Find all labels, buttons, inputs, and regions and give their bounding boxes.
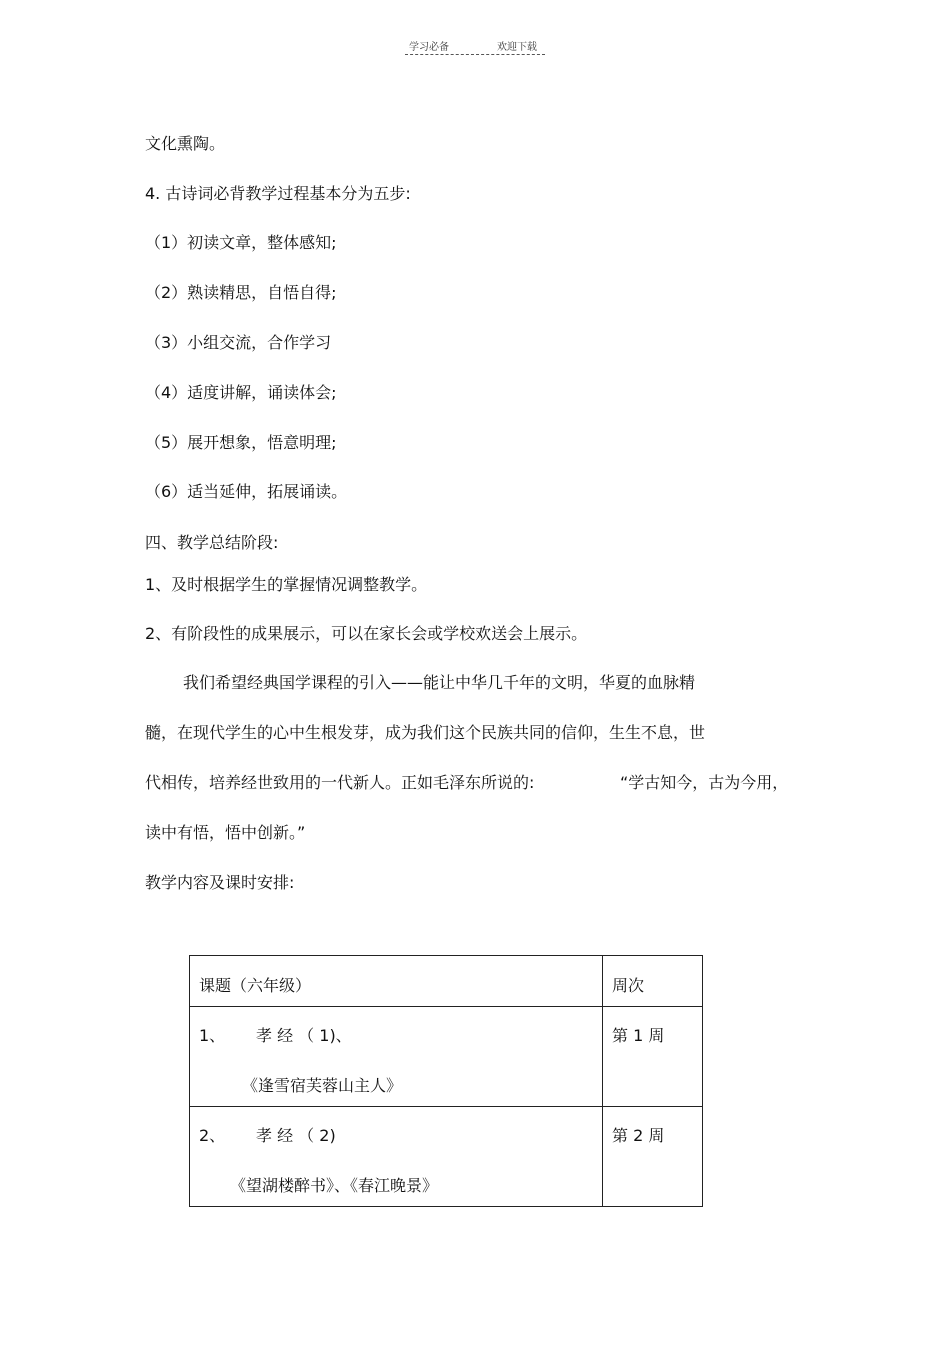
row-number: 2、: [199, 1126, 226, 1145]
body-line: 2、有阶段性的成果展示，可以在家长会或学校欢送会上展示。: [145, 624, 588, 643]
paragraph-line: 代相传，培养经世致用的一代新人。正如毛泽东所说的:: [145, 773, 535, 792]
section-heading: 四、教学总结阶段:: [145, 533, 279, 552]
step-item: （2）熟读精思，自悟自得;: [145, 283, 337, 302]
lesson-cell: [190, 1007, 603, 1107]
header-cell-lesson: [190, 956, 603, 1007]
lesson-title: 孝 经 （ 2): [256, 1126, 336, 1145]
week-cell: [603, 1007, 703, 1107]
body-line: 1、及时根据学生的掌握情况调整教学。: [145, 575, 428, 594]
step-item: （4）适度讲解，诵读体会;: [145, 383, 337, 402]
lesson-cell: [190, 1107, 603, 1207]
header-cell-week: [603, 956, 703, 1007]
row-number: 1、: [199, 1026, 226, 1045]
body-line: 文化熏陶。: [145, 134, 226, 153]
body-line: 4. 古诗词必背教学过程基本分为五步:: [145, 184, 411, 203]
step-item: （5）展开想象，悟意明理;: [145, 433, 337, 452]
paragraph-line: 我们希望经典国学课程的引入——能让中华几千年的文明，华夏的血脉精: [183, 673, 696, 692]
paragraph-line: 髓，在现代学生的心中生根发芽，成为我们这个民族共同的信仰，生生不息，世: [145, 723, 706, 742]
table-header-row: [190, 956, 703, 1007]
header-week-label: 周次: [612, 976, 645, 995]
paragraph-line: 读中有悟，悟中创新。”: [145, 823, 306, 842]
step-item: （6）适当延伸，拓展诵读。: [145, 482, 348, 501]
week-label: 第 1 周: [612, 1026, 665, 1045]
table-row: [190, 1007, 703, 1107]
table-row: [190, 1107, 703, 1207]
page-header: [405, 38, 545, 55]
schedule-table: [189, 955, 703, 1207]
section-title: 教学内容及课时安排:: [145, 873, 295, 892]
step-item: （1）初读文章，整体感知;: [145, 233, 337, 252]
step-item: （3）小组交流，合作学习: [145, 333, 332, 352]
lesson-subtitle: 《望湖楼醉书》、《春江晚景》: [230, 1176, 439, 1195]
header-right-text: 欢迎下载: [497, 42, 537, 53]
header-left-text: 学习必备: [409, 42, 449, 53]
header-lesson-label: 课题（六年级）: [199, 976, 312, 995]
quote-text: “学古知今，古为今用，: [620, 773, 789, 792]
week-cell: [603, 1107, 703, 1207]
week-label: 第 2 周: [612, 1126, 665, 1145]
lesson-subtitle: 《逢雪宿芙蓉山主人》: [242, 1076, 403, 1095]
lesson-title: 孝 经 （ 1)、: [256, 1026, 352, 1045]
